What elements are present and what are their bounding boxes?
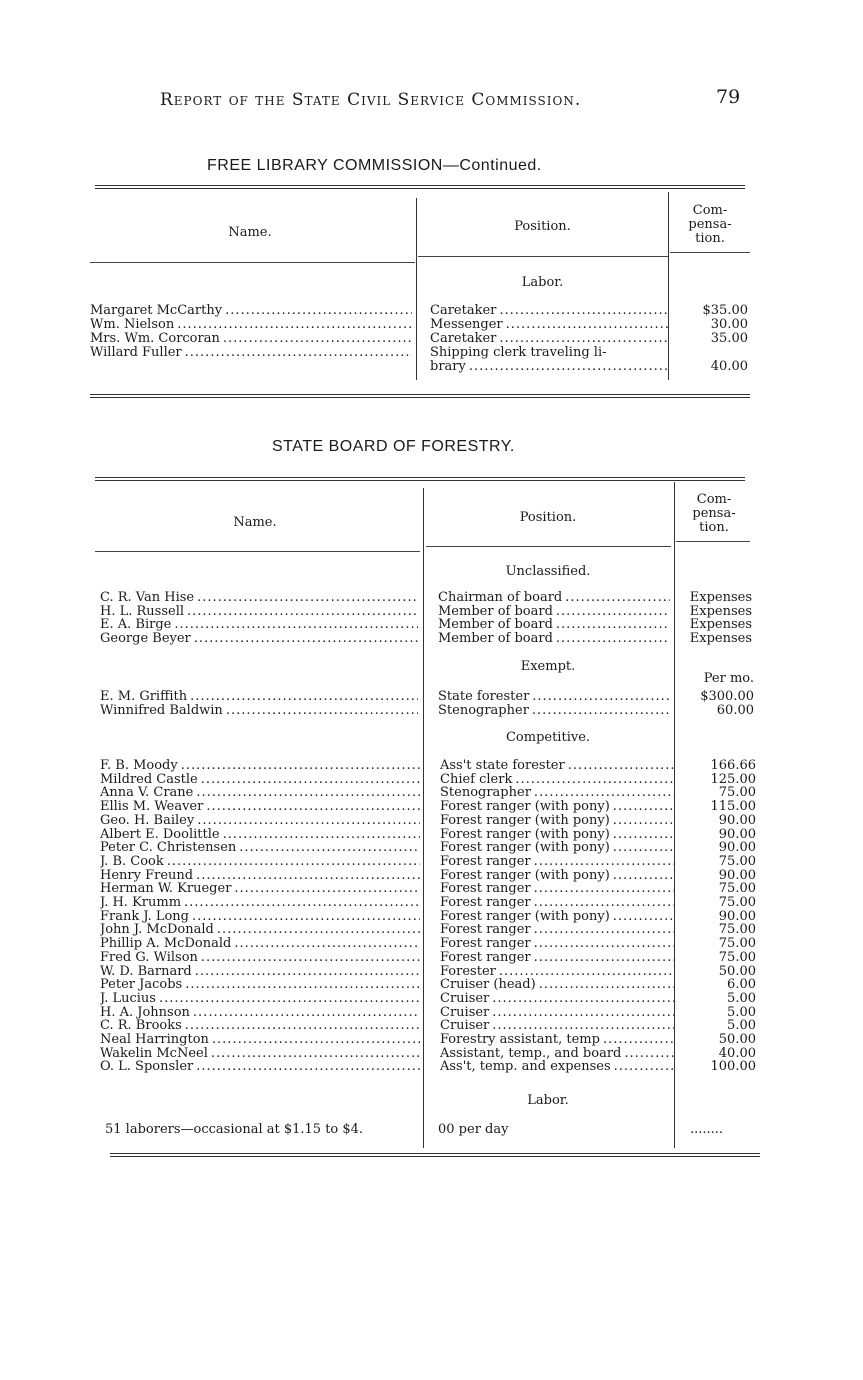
library-col-position: Position. (514, 219, 571, 234)
position-title: Forest ranger (with pony) (440, 827, 610, 842)
leader-dots (195, 965, 420, 979)
compensation-value: 5.00 (727, 1004, 756, 1020)
leader-dots (469, 360, 668, 374)
person-name: O. L. Sponsler (100, 1060, 194, 1075)
table-row (100, 759, 758, 773)
leader-dots (613, 841, 674, 855)
position-title: Forest ranger (with pony) (440, 800, 610, 815)
leader-dots (239, 841, 420, 855)
position-title: Forest ranger (with pony) (440, 909, 610, 924)
leader-dots (613, 910, 674, 924)
name-cell (100, 896, 420, 910)
compensation-value: 40.00 (718, 1045, 756, 1061)
position-cell (440, 951, 674, 965)
position-title: Forest ranger (440, 950, 531, 965)
name-cell (90, 304, 412, 318)
compensation-value: 90.00 (718, 826, 756, 842)
position-title: Ass't state forester (440, 759, 565, 773)
leader-dots (532, 704, 670, 718)
position-cell (440, 800, 674, 814)
library-table-top-rule (95, 185, 745, 186)
position-cell (438, 632, 670, 646)
compensation-value: 90.00 (718, 908, 756, 924)
name-cell (100, 759, 420, 773)
position-title: Forester (440, 964, 496, 979)
forestry-header-rule-left (95, 551, 420, 552)
table-row (100, 869, 758, 883)
position-title: Forest ranger (with pony) (440, 841, 610, 856)
compensation-value: Expenses (689, 603, 752, 619)
position-title: Chief clerk (440, 772, 513, 787)
position-cell (438, 591, 670, 605)
position-cell (440, 814, 674, 828)
name-cell (100, 882, 420, 896)
person-name: Wm. Nielson (90, 318, 175, 332)
position-title: Cruiser (440, 991, 490, 1006)
table-row (100, 896, 758, 910)
table-row (100, 978, 758, 992)
leader-dots (499, 965, 674, 979)
position-cell (440, 869, 674, 883)
leader-dots (613, 800, 674, 814)
position-cell (440, 992, 674, 1006)
table-row (100, 618, 755, 632)
compensation-value: $300.00 (700, 689, 754, 704)
compensation-value: 60.00 (716, 702, 754, 718)
person-name: H. L. Russell (100, 604, 185, 619)
position-title: Forest ranger (440, 882, 531, 897)
table-row (100, 1047, 758, 1061)
compensation-value: 75.00 (718, 785, 756, 801)
position-cell (438, 690, 670, 704)
position-cell (440, 759, 674, 773)
laborers-line-left: 51 laborers—occasional at $1.15 to $4. (105, 1122, 364, 1137)
compensation-value: 6.00 (727, 977, 756, 993)
library-col-compensation: Com- pensa- tion. (688, 203, 732, 246)
leader-dots (534, 786, 674, 800)
leader-dots (223, 828, 420, 842)
position-title: brary (430, 360, 466, 374)
position-title: Messenger (430, 318, 503, 332)
leader-dots (234, 937, 420, 951)
compensation-value: 5.00 (727, 1018, 756, 1034)
leader-dots (534, 882, 674, 896)
position-cell (440, 978, 674, 992)
table-row (100, 855, 758, 869)
leader-dots (613, 869, 674, 883)
laborers-comp: ........ (690, 1122, 724, 1137)
name-cell (100, 992, 420, 1006)
leader-dots (534, 896, 674, 910)
name-cell (90, 332, 412, 346)
table-row (90, 360, 750, 374)
position-cell (430, 304, 668, 318)
position-title: Member of board (438, 618, 553, 633)
name-cell (100, 704, 418, 718)
leader-dots (206, 800, 420, 814)
position-cell (440, 1047, 674, 1061)
leader-dots (492, 1006, 674, 1020)
library-header-rule-right (670, 252, 750, 253)
running-title: Report of the State Civil Service Commission. (160, 90, 582, 110)
library-labor-subheading: Labor. (521, 275, 564, 290)
leader-dots (511, 1122, 670, 1137)
forestry-header-rule-mid (426, 546, 671, 547)
compensation-value: 125.00 (710, 771, 756, 787)
table-row (100, 841, 758, 855)
table-row (100, 828, 758, 842)
name-cell (100, 786, 420, 800)
person-name: Peter Jacobs (100, 978, 183, 993)
leader-dots (159, 992, 420, 1006)
name-cell (100, 1019, 420, 1033)
position-title: Chairman of board (438, 591, 563, 605)
leader-dots (177, 318, 412, 332)
person-name: Wakelin McNeel (100, 1046, 208, 1061)
person-name: E. M. Griffith (100, 690, 188, 704)
leader-dots (174, 618, 418, 632)
table-row (100, 910, 758, 924)
forestry-col-name: Name. (233, 515, 277, 530)
leader-dots (534, 951, 674, 965)
position-cell (438, 704, 670, 718)
person-name: C. R. Van Hise (100, 591, 195, 605)
forestry-table-top-rule (95, 477, 745, 478)
leader-dots (194, 632, 418, 646)
leader-dots (196, 1060, 420, 1074)
position-title: Member of board (438, 604, 553, 619)
name-cell (100, 800, 420, 814)
compensation-value: 30.00 (710, 317, 748, 332)
compensation-value: Expenses (689, 617, 752, 633)
position-cell (440, 828, 674, 842)
table-row (100, 690, 755, 704)
position-title: Forestry assistant, temp (440, 1033, 600, 1047)
table-row (100, 1006, 758, 1020)
name-cell (100, 690, 418, 704)
position-cell (440, 882, 674, 896)
position-title: Assistant, temp., and board (440, 1046, 622, 1061)
person-name: F. B. Moody (100, 759, 178, 773)
person-name: Frank J. Long (100, 909, 189, 924)
leader-dots (534, 923, 674, 937)
library-header-rule-mid (418, 256, 668, 257)
competitive-subheading: Competitive. (505, 730, 591, 745)
leader-dots (492, 1019, 674, 1033)
person-name: Winnifred Baldwin (100, 703, 223, 718)
position-cell (440, 1006, 674, 1020)
forestry-table-bottom-rule (110, 1153, 760, 1154)
compensation-value: 90.00 (718, 812, 756, 828)
person-name: Phillip A. McDonald (100, 937, 232, 952)
table-row (100, 965, 758, 979)
position-cell (440, 965, 674, 979)
position-cell (440, 855, 674, 869)
leader-dots (614, 1060, 674, 1074)
leader-dots (624, 1047, 674, 1061)
page-number: 79 (716, 86, 741, 108)
person-name: Herman W. Krueger (100, 882, 232, 897)
position-title: Forest ranger (440, 854, 531, 869)
table-row (90, 318, 750, 332)
name-cell (100, 828, 420, 842)
position-title: Stenographer (440, 786, 531, 801)
name-cell (100, 923, 420, 937)
person-name: J. H. Krumm (100, 896, 182, 910)
unclassified-subheading: Unclassified. (505, 564, 591, 579)
person-name: H. A. Johnson (100, 1005, 190, 1020)
name-cell (100, 1060, 420, 1074)
position-title: Forest ranger (with pony) (440, 813, 610, 828)
table-row (100, 1019, 758, 1033)
person-name: George Beyer (100, 631, 191, 646)
compensation-value: Expenses (689, 590, 752, 605)
leader-dots (234, 882, 420, 896)
compensation-value: 90.00 (718, 867, 756, 883)
person-name: Ellis M. Weaver (100, 800, 204, 815)
leader-dots (556, 605, 670, 619)
position-title: Cruiser (440, 1005, 490, 1020)
leader-dots (184, 896, 420, 910)
leader-dots (515, 773, 674, 787)
laborers-line-right-text: 00 per day (438, 1122, 509, 1137)
position-cell (440, 1060, 674, 1074)
library-table-bottom-rule (90, 394, 750, 395)
position-cell (430, 346, 668, 360)
position-title: Forest ranger (440, 937, 531, 952)
leader-dots (185, 978, 420, 992)
name-cell (100, 855, 420, 869)
position-cell (430, 318, 668, 332)
table-row (100, 786, 758, 800)
leader-dots (226, 704, 418, 718)
leader-dots (201, 951, 420, 965)
leader-dots (192, 910, 420, 924)
name-cell (100, 618, 418, 632)
person-name: Geo. H. Bailey (100, 813, 195, 828)
compensation-value: 75.00 (718, 881, 756, 897)
name-cell (100, 869, 420, 883)
leader-dots (223, 332, 412, 346)
table-row (100, 800, 758, 814)
table-row (100, 937, 758, 951)
library-section-title: FREE LIBRARY COMMISSION—Continued. (207, 157, 542, 174)
person-name: John J. McDonald (100, 923, 214, 938)
compensation-value: 50.00 (718, 963, 756, 979)
forestry-header-rule-right (676, 541, 750, 542)
leader-dots (568, 759, 674, 773)
name-cell (100, 910, 420, 924)
compensation-value: 90.00 (718, 840, 756, 856)
name-cell (100, 1047, 420, 1061)
name-cell (100, 841, 420, 855)
leader-dots (539, 978, 674, 992)
leader-dots (532, 690, 670, 704)
table-row (100, 773, 758, 787)
name-cell (100, 591, 418, 605)
compensation-value: 75.00 (718, 936, 756, 952)
forestry-col-position: Position. (519, 510, 577, 525)
position-title: Forest ranger (440, 923, 531, 938)
leader-dots (603, 1033, 674, 1047)
compensation-value: 50.00 (718, 1032, 756, 1047)
compensation-value: 75.00 (718, 895, 756, 910)
leader-dots (193, 1006, 420, 1020)
leader-dots (499, 304, 668, 318)
compensation-value: 35.00 (710, 331, 748, 346)
leader-dots (565, 591, 670, 605)
position-cell (440, 910, 674, 924)
compensation-value: 115.00 (710, 799, 756, 815)
position-cell (440, 773, 674, 787)
position-cell (440, 1019, 674, 1033)
position-cell (440, 937, 674, 951)
table-row (100, 882, 758, 896)
leader-dots (197, 591, 418, 605)
leader-dots (492, 992, 674, 1006)
leader-dots (556, 618, 670, 632)
position-title: Ass't, temp. and expenses (440, 1060, 611, 1075)
person-name: Anna V. Crane (100, 786, 194, 801)
compensation-value: 40.00 (710, 359, 748, 374)
table-row (100, 591, 755, 605)
name-cell (100, 605, 418, 619)
leader-dots (499, 332, 668, 346)
compensation-value: 100.00 (710, 1059, 756, 1075)
position-cell (440, 896, 674, 910)
leader-dots (613, 828, 674, 842)
leader-dots (196, 869, 420, 883)
compensation-value: 75.00 (718, 853, 756, 869)
leader-dots (167, 855, 420, 869)
position-cell (440, 923, 674, 937)
name-cell (100, 814, 420, 828)
person-name: Peter C. Christensen (100, 841, 237, 856)
library-header-rule-left (90, 262, 415, 263)
position-title: Caretaker (430, 332, 497, 346)
leader-dots (613, 814, 674, 828)
table-row (100, 1033, 758, 1047)
leader-dots (181, 759, 420, 773)
leader-dots (506, 318, 668, 332)
compensation-value: 75.00 (718, 949, 756, 965)
leader-dots (211, 1047, 420, 1061)
person-name: Mildred Castle (100, 772, 198, 787)
position-title: Shipping clerk traveling li- (430, 346, 607, 360)
position-title: Stenographer (438, 703, 529, 718)
table-row (100, 605, 755, 619)
compensation-value: $35.00 (702, 303, 748, 318)
leader-dots (225, 304, 412, 318)
table-row (100, 923, 758, 937)
compensation-value: 5.00 (727, 990, 756, 1006)
name-cell (100, 937, 420, 951)
forestry-section-title: STATE BOARD OF FORESTRY. (272, 438, 515, 455)
name-cell (100, 773, 420, 787)
leader-dots (212, 1033, 420, 1047)
exempt-subheading: Exempt. (520, 659, 576, 674)
person-name: Fred G. Wilson (100, 950, 198, 965)
leader-dots (185, 346, 412, 360)
table-row (100, 951, 758, 965)
position-title: Cruiser (head) (440, 978, 536, 993)
forestry-col-compensation: Com- pensa- tion. (692, 492, 736, 535)
position-title: Member of board (438, 631, 553, 646)
leader-dots (217, 923, 420, 937)
person-name: Margaret McCarthy (90, 304, 223, 318)
person-name: Albert E. Doolittle (100, 827, 220, 842)
leader-dots (534, 937, 674, 951)
table-row (100, 814, 758, 828)
person-name: E. A. Birge (100, 618, 172, 633)
name-cell (100, 632, 418, 646)
person-name: J. B. Cook (100, 854, 164, 869)
leader-dots (201, 773, 420, 787)
name-cell (90, 318, 412, 332)
leader-dots (196, 786, 420, 800)
table-row (100, 1060, 758, 1074)
name-cell (100, 1033, 420, 1047)
position-title: Cruiser (440, 1019, 490, 1034)
position-cell (440, 841, 674, 855)
person-name: C. R. Brooks (100, 1019, 182, 1034)
table-row (100, 992, 758, 1006)
person-name: Mrs. Wm. Corcoran (90, 332, 220, 346)
person-name: J. Lucius (100, 991, 156, 1006)
position-title: Forest ranger (440, 896, 531, 910)
table-row (100, 704, 755, 718)
leader-dots (190, 690, 418, 704)
name-cell (100, 965, 420, 979)
position-cell (440, 786, 674, 800)
table-row (90, 346, 750, 360)
position-cell (430, 360, 668, 374)
per-month-label: Per mo. (703, 671, 754, 686)
table-row (90, 332, 750, 346)
table-row (90, 304, 750, 318)
compensation-value: 166.66 (710, 758, 756, 773)
laborers-line-right (438, 1122, 670, 1137)
leader-dots (197, 814, 420, 828)
leader-dots (556, 632, 670, 646)
name-cell (100, 1006, 420, 1020)
position-cell (430, 332, 668, 346)
leader-dots (185, 1019, 420, 1033)
position-cell (440, 1033, 674, 1047)
name-cell (90, 346, 412, 360)
person-name: Henry Freund (100, 868, 194, 883)
position-title: State forester (438, 690, 530, 704)
compensation-value: Expenses (689, 630, 752, 646)
person-name: Neal Harrington (100, 1033, 209, 1047)
labor-subheading: Labor. (527, 1093, 569, 1108)
compensation-value: 75.00 (718, 922, 756, 938)
position-title: Caretaker (430, 304, 497, 318)
person-name: W. D. Barnard (100, 964, 192, 979)
person-name: Willard Fuller (90, 346, 182, 360)
position-cell (438, 605, 670, 619)
leader-dots (534, 855, 674, 869)
leader-dots (187, 605, 418, 619)
name-cell (100, 978, 420, 992)
table-row (100, 632, 755, 646)
library-col-name: Name. (228, 225, 272, 240)
position-title: Forest ranger (with pony) (440, 868, 610, 883)
name-cell (100, 951, 420, 965)
position-cell (438, 618, 670, 632)
